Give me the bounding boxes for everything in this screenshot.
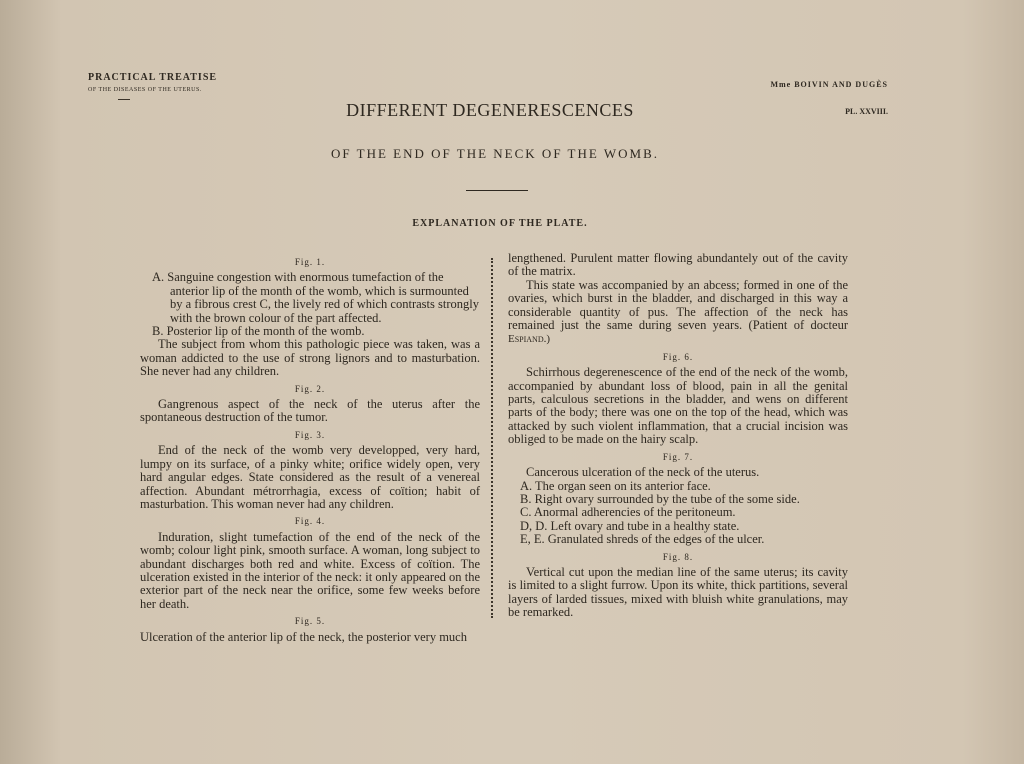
fig-3-label: Fig. 3. (294, 429, 326, 440)
fig-1-text: The subject from whom this pathologic piece was taken, was a woman addicted to the use of strong lignors and to masturbation. She never had any children. (140, 337, 480, 379)
left-column (140, 252, 480, 644)
fig-6-text: Schirrhous degerenescence of the end of the neck of the womb, accompanied by abundant loss of blood, pain in all the genital parts, calculous secretions in the bladder, and wens on different parts of the body; there was one on the top of the head, which was attacked by such violent inflammation, that a crucial incision was obliged to be made on the hairy scalp. (508, 365, 848, 447)
right-column (508, 252, 848, 620)
fig-7-item-d: D, D. Left ovary and tube in a healthy state. (520, 518, 740, 533)
fig-8-label: Fig. 8. (662, 551, 694, 562)
fig-1-label: Fig. 1. (294, 257, 326, 267)
fig-7-item-a: A. The organ seen on its anterior face. (520, 478, 711, 493)
fig-2-label: Fig. 2. (294, 383, 326, 394)
fig-1-item-a: A. Sanguine congestion with enormous tumefaction of the anterior lip of the month of the womb, which is surmounted by a fibrous crest C, the lively red of which contrasts strongly with the brown colour of the part affected. (152, 270, 479, 325)
fig-7-label: Fig. 7. (662, 451, 694, 462)
fig-5-paragraph (508, 279, 848, 347)
fig-1-item-b: B. Posterior lip of the month of the womb. (152, 324, 365, 339)
page-title: DIFFERENT DEGENERESCENCES (346, 100, 634, 120)
title-rule (466, 190, 528, 191)
header-right-authors: Mme BOIVIN AND DUGÈS (770, 80, 888, 89)
section-heading: EXPLANATION OF THE PLATE. (412, 218, 588, 229)
fig-2-text: Gangrenous aspect of the neck of the uterus after the spontaneous destruction of the tumor. (140, 397, 480, 425)
fig-7-intro: Cancerous ulceration of the neck of the uterus. (526, 465, 760, 480)
fig-4-text: Induration, slight tumefaction of the end of the neck of the womb; colour light pink, smooth surface. A woman, long subject to abundant discharges both red and white. Excess of coïtion. The ulceration existed in the interior of the neck: it only appeared on the exterior part of the neck near the orifice, some few weeks before her death. (140, 529, 480, 611)
header-left (88, 72, 217, 100)
fig-7-item-b: B. Right ovary surrounded by the tube of the some side. (520, 491, 800, 506)
fig-5-text: Ulceration of the anterior lip of the neck, the posterior very much (140, 629, 467, 644)
fig-3-text: End of the neck of the womb very developped, very hard, lumpy on its surface, of a pinky white; orifice widely open, very hard angular edges. State considered as the result of a venereal affection. Abundant métrorrhagia, excess of coïtion; habit of masturbation. This woman never had any children. (140, 443, 480, 511)
fig-6-label: Fig. 6. (662, 351, 694, 362)
column-divider (491, 258, 493, 618)
fig-5-label: Fig. 5. (294, 616, 326, 627)
plate-number: PL. XXVIII. (845, 107, 888, 116)
page-subtitle: OF THE END OF THE NECK OF THE WOMB. (331, 146, 659, 161)
header-left-subtitle: OF THE DISEASES OF THE UTERUS. (88, 87, 202, 93)
patient-reference: Espiand.) (508, 333, 551, 346)
fig-4-label: Fig. 4. (294, 516, 326, 527)
fig-7-item-e: E, E. Granulated shreds of the edges of the ulcer. (520, 532, 765, 547)
fig-8-text: Vertical cut upon the median line of the same uterus; its cavity is limited to a slight furrow. Upon its white, thick partitions, several layers of larded tissues, mixed with bluish white granulations, may be remarked. (508, 564, 848, 620)
header-left-title: PRACTICAL TREATISE (88, 72, 218, 83)
fig-5-paragraph-text: This state was accompanied by an abcess; formed in one of the ovaries, which burst in the bladder, and discharged in this way a considerable quantity of pus. The affection of the neck has remained just the same during seven years. (Patient of docteur (508, 277, 848, 333)
fig-5-continued: lengthened. Purulent matter flowing abundantely out of the cavity of the matrix. (508, 251, 848, 279)
fig-7-item-c: C. Anormal adherencies of the peritoneum. (520, 505, 736, 520)
